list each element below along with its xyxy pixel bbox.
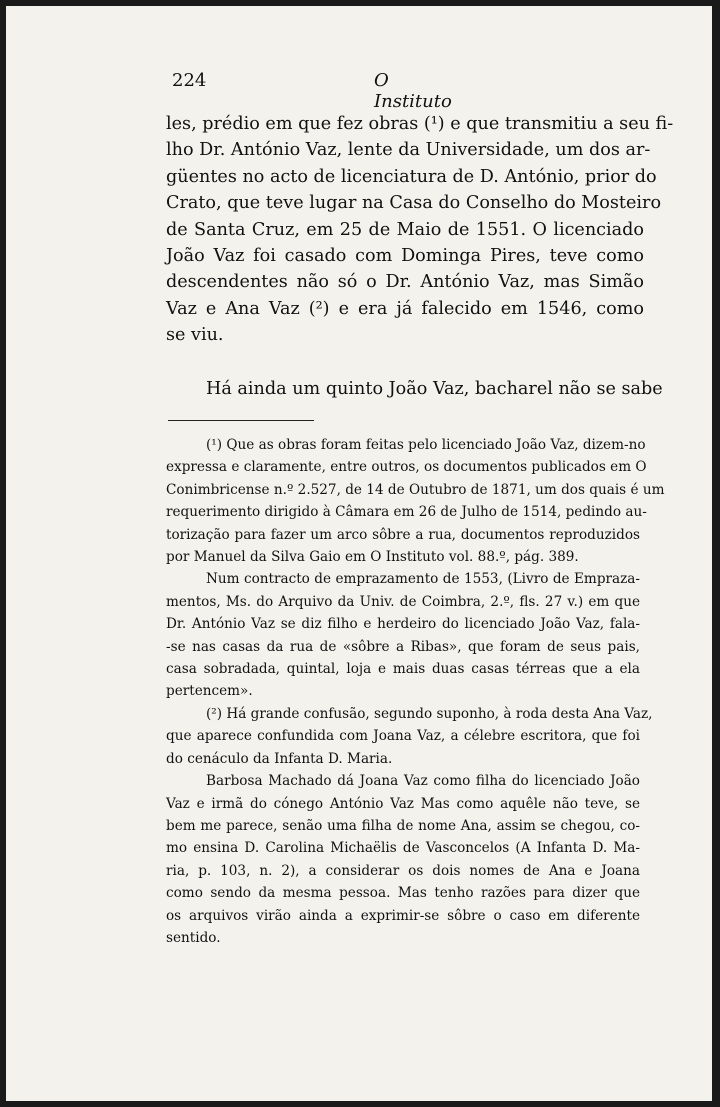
- footnote-line: sentido.: [166, 929, 221, 946]
- footnote-line: do cenáculo da Infanta D. Maria.: [166, 750, 393, 767]
- footnote-line: que aparece confundida com Joana Vaz, a célebre escritora, que foi: [166, 728, 640, 745]
- footnote-line: mentos, Ms. do Arquivo da Univ. de Coimbra, 2.º, fls. 27 v.) em que: [166, 593, 640, 610]
- footnote-line: ria, p. 103, n. 2), a considerar os dois nomes de Ana e Joana: [166, 862, 640, 879]
- body-line: se viu.: [166, 325, 224, 346]
- footnote-line: pertencem».: [166, 683, 253, 700]
- body-line: descendentes não só o Dr. António Vaz, mas Simão: [166, 272, 644, 293]
- body-line: Crato, que teve lugar na Casa do Conselho do Mosteiro: [166, 193, 662, 214]
- footnote-line: como sendo da mesma pessoa. Mas tenho razões para dizer que: [166, 885, 640, 902]
- footnote-line: requerimento dirigido à Câmara em 26 de Julho de 1514, pedindo au-: [166, 504, 647, 521]
- footnote-line: (¹) Que as obras foram feitas pelo licenciado João Vaz, dizem-no: [206, 437, 646, 453]
- footnote-line: (²) Há grande confusão, segundo suponho, à roda desta Ana Vaz,: [206, 705, 653, 722]
- footnote-rule: [168, 420, 314, 421]
- footnote-line: torização para fazer um arco sôbre a rua, documentos reproduzidos: [166, 526, 640, 543]
- footnote-line: os arquivos virão ainda a exprimir-se sôbre o caso em diferente: [166, 907, 640, 924]
- running-title: O Instituto: [374, 70, 452, 112]
- footnotes: [166, 434, 665, 949]
- footnote-line: -se nas casas da rua de «sôbre a Ribas», que foram de seus pais,: [166, 638, 640, 655]
- body-line: Vaz e Ana Vaz (²) e era já falecido em 1546, como: [166, 298, 644, 319]
- body-paragraph-2: Há ainda um quinto João Vaz, bacharel não se sabe: [206, 379, 663, 399]
- body-line: les, prédio em que fez obras (¹) e que transmitiu a seu fi-: [166, 114, 674, 134]
- footnote-line: bem me parece, senão uma filha de nome Ana, assim se chegou, co-: [166, 817, 640, 834]
- body-line: lho Dr. António Vaz, lente da Universidade, um dos ar-: [166, 140, 651, 161]
- footnote-line: expressa e claramente, entre outros, os documentos publicados em O: [166, 459, 647, 476]
- body-paragraph: [166, 111, 674, 349]
- footnote-line: Num contracto de emprazamento de 1553, (Livro de Empraza-: [206, 571, 640, 588]
- page-number: 224: [172, 70, 207, 91]
- body-line: de Santa Cruz, em 25 de Maio de 1551. O licenciado: [166, 219, 644, 240]
- body-line: João Vaz foi casado com Dominga Pires, teve como: [166, 246, 644, 267]
- body-line: güentes no acto de licenciatura de D. António, prior do: [166, 166, 657, 187]
- footnote-line: casa sobradada, quintal, loja e mais duas casas térreas que a ela: [166, 661, 640, 678]
- page: [6, 6, 712, 1101]
- footnote-line: por Manuel da Silva Gaio em O Instituto vol. 88.º, pág. 389.: [166, 549, 579, 566]
- footnote-line: Barbosa Machado dá Joana Vaz como filha do licenciado João: [206, 773, 640, 790]
- footnote-line: Vaz e irmã do cónego António Vaz Mas como aquêle não teve, se: [166, 795, 640, 812]
- page-header: [172, 70, 472, 112]
- footnote-line: mo ensina D. Carolina Michaëlis de Vasconcelos (A Infanta D. Ma-: [166, 840, 640, 857]
- footnote-line: Dr. António Vaz se diz filho e herdeiro do licenciado João Vaz, fala-: [166, 616, 640, 633]
- footnote-line: Conimbricense n.º 2.527, de 14 de Outubro de 1871, um dos quais é um: [166, 481, 665, 498]
